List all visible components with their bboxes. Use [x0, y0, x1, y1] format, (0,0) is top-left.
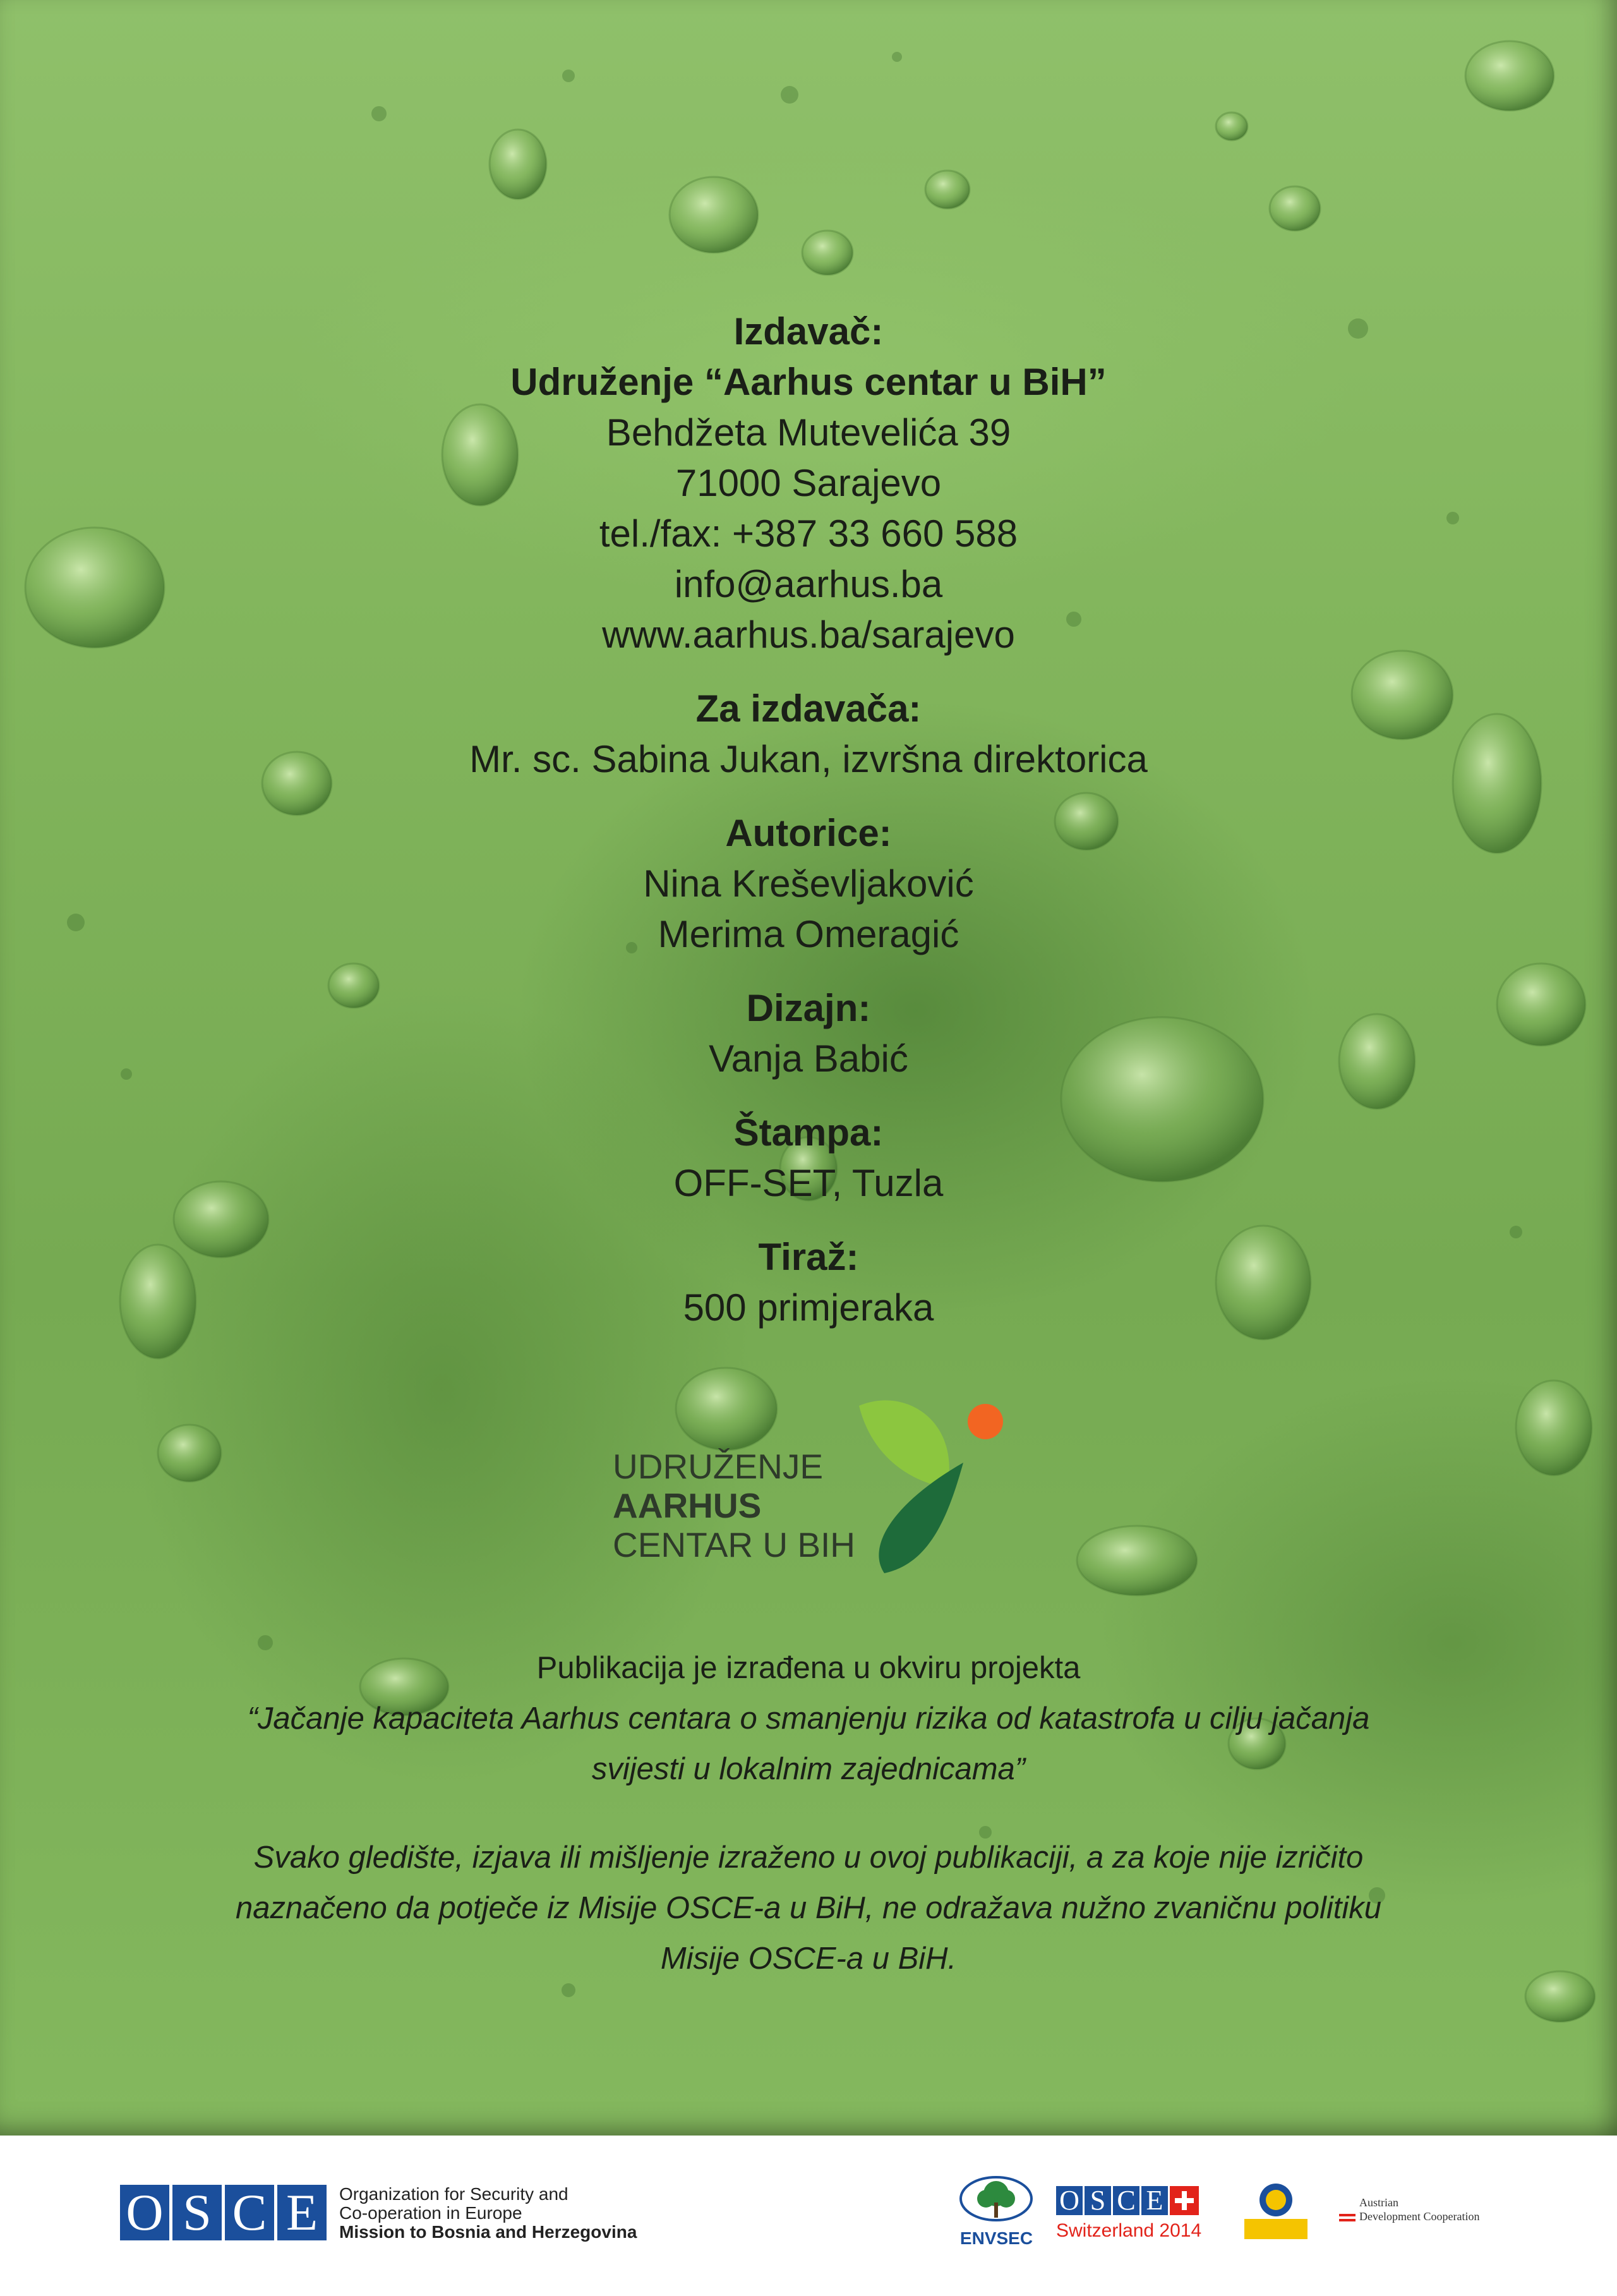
for-publisher-heading: Za izdavača: — [695, 687, 922, 730]
logo-line-centar: CENTAR U BIH — [613, 1525, 856, 1564]
osce-letter: C — [1113, 2186, 1139, 2215]
circulation-section — [0, 1232, 1617, 1333]
publisher-city: 71000 Sarajevo — [675, 462, 942, 504]
publisher-name: Udruženje “Aarhus centar u BiH” — [510, 361, 1107, 403]
osce-letter: S — [172, 2185, 222, 2240]
for-publisher-person: Mr. sc. Sabina Jukan, izvršna direktorica — [469, 738, 1148, 780]
osce-switzerland-logo — [1056, 2186, 1201, 2242]
printer-name: OFF-SET, Tuzla — [673, 1162, 944, 1204]
osce-mission-logo — [120, 2185, 330, 2242]
designer-name: Vanja Babić — [709, 1037, 908, 1080]
publisher-section — [0, 306, 1617, 660]
swiss-cross-icon — [1170, 2186, 1199, 2215]
osce-mission-text — [339, 2185, 637, 2242]
osce-line-3: Mission to Bosnia and Herzegovina — [339, 2222, 637, 2242]
disclaimer-line-3: Misije OSCE-a u BiH. — [660, 1942, 957, 1976]
author-name: Nina Kreševljaković — [643, 862, 974, 905]
author-name: Merima Omeragić — [658, 913, 959, 955]
envsec-label: ENVSEC — [959, 2228, 1033, 2248]
authors-heading: Autorice: — [725, 812, 892, 854]
logo-line-udruzenje: UDRUŽENJE — [613, 1447, 824, 1486]
osce-line-1: Organization for Security and — [339, 2184, 568, 2204]
osce-letter: C — [225, 2185, 274, 2240]
design-section — [0, 983, 1617, 1084]
publisher-heading: Izdavač: — [733, 310, 884, 353]
project-title-line-1: “Jačanje kapaciteta Aarhus centara o smanjenju rizika od katastrofa u cilju jačanja — [247, 1701, 1370, 1736]
austrian-line-2: Development Cooperation — [1359, 2210, 1480, 2223]
publisher-email: info@aarhus.ba — [674, 563, 943, 605]
finland-ministry-logo — [1241, 2180, 1311, 2243]
project-intro: Publikacija je izrađena u okviru projekta — [536, 1651, 1081, 1685]
circulation-value: 500 primjeraka — [683, 1286, 934, 1329]
osce-line-2: Co-operation in Europe — [339, 2203, 522, 2223]
design-heading: Dizajn: — [746, 987, 871, 1029]
credits — [0, 306, 1617, 1356]
aarhus-logo — [606, 1393, 1023, 1583]
footer-logos — [0, 2136, 1617, 2296]
osce-letter: S — [1085, 2186, 1111, 2215]
publisher-address: Behdžeta Mutevelića 39 — [606, 411, 1011, 454]
logo-leaf-icon — [853, 1393, 1023, 1583]
publisher-phone: tel./fax: +387 33 660 588 — [599, 512, 1018, 555]
authors-section — [0, 808, 1617, 960]
print-section — [0, 1108, 1617, 1209]
disclaimer-line-2: naznačeno da potječe iz Misije OSCE-a u BiH, ne odražava nužno zvaničnu politiku — [235, 1891, 1381, 1925]
envsec-logo — [957, 2175, 1036, 2251]
for-publisher-section — [0, 684, 1617, 785]
austria-flag-icon — [1339, 2214, 1356, 2221]
envsec-tree-icon — [957, 2175, 1036, 2225]
osce-letter: E — [1141, 2186, 1168, 2215]
project-title-line-2: svijesti u lokalnim zajednicama” — [591, 1752, 1026, 1786]
osce-letter: E — [277, 2185, 327, 2240]
logo-line-aarhus: AARHUS — [613, 1486, 762, 1525]
austrian-development-logo — [1339, 2196, 1479, 2223]
publisher-website: www.aarhus.ba/sarajevo — [602, 613, 1015, 656]
austrian-line-1: Austrian — [1359, 2196, 1398, 2209]
finland-crest-icon — [1241, 2180, 1311, 2243]
osce-switzerland-label: Switzerland 2014 — [1056, 2220, 1202, 2241]
circulation-heading: Tiraž: — [758, 1236, 859, 1278]
disclaimer-line-1: Svako gledište, izjava ili mišljenje izraženo u ovoj publikaciji, a za koje nije izričito — [253, 1840, 1364, 1875]
project-note — [0, 1643, 1617, 1984]
osce-letter: O — [1056, 2186, 1083, 2215]
osce-letter: O — [120, 2185, 169, 2240]
print-heading: Štampa: — [733, 1111, 884, 1154]
